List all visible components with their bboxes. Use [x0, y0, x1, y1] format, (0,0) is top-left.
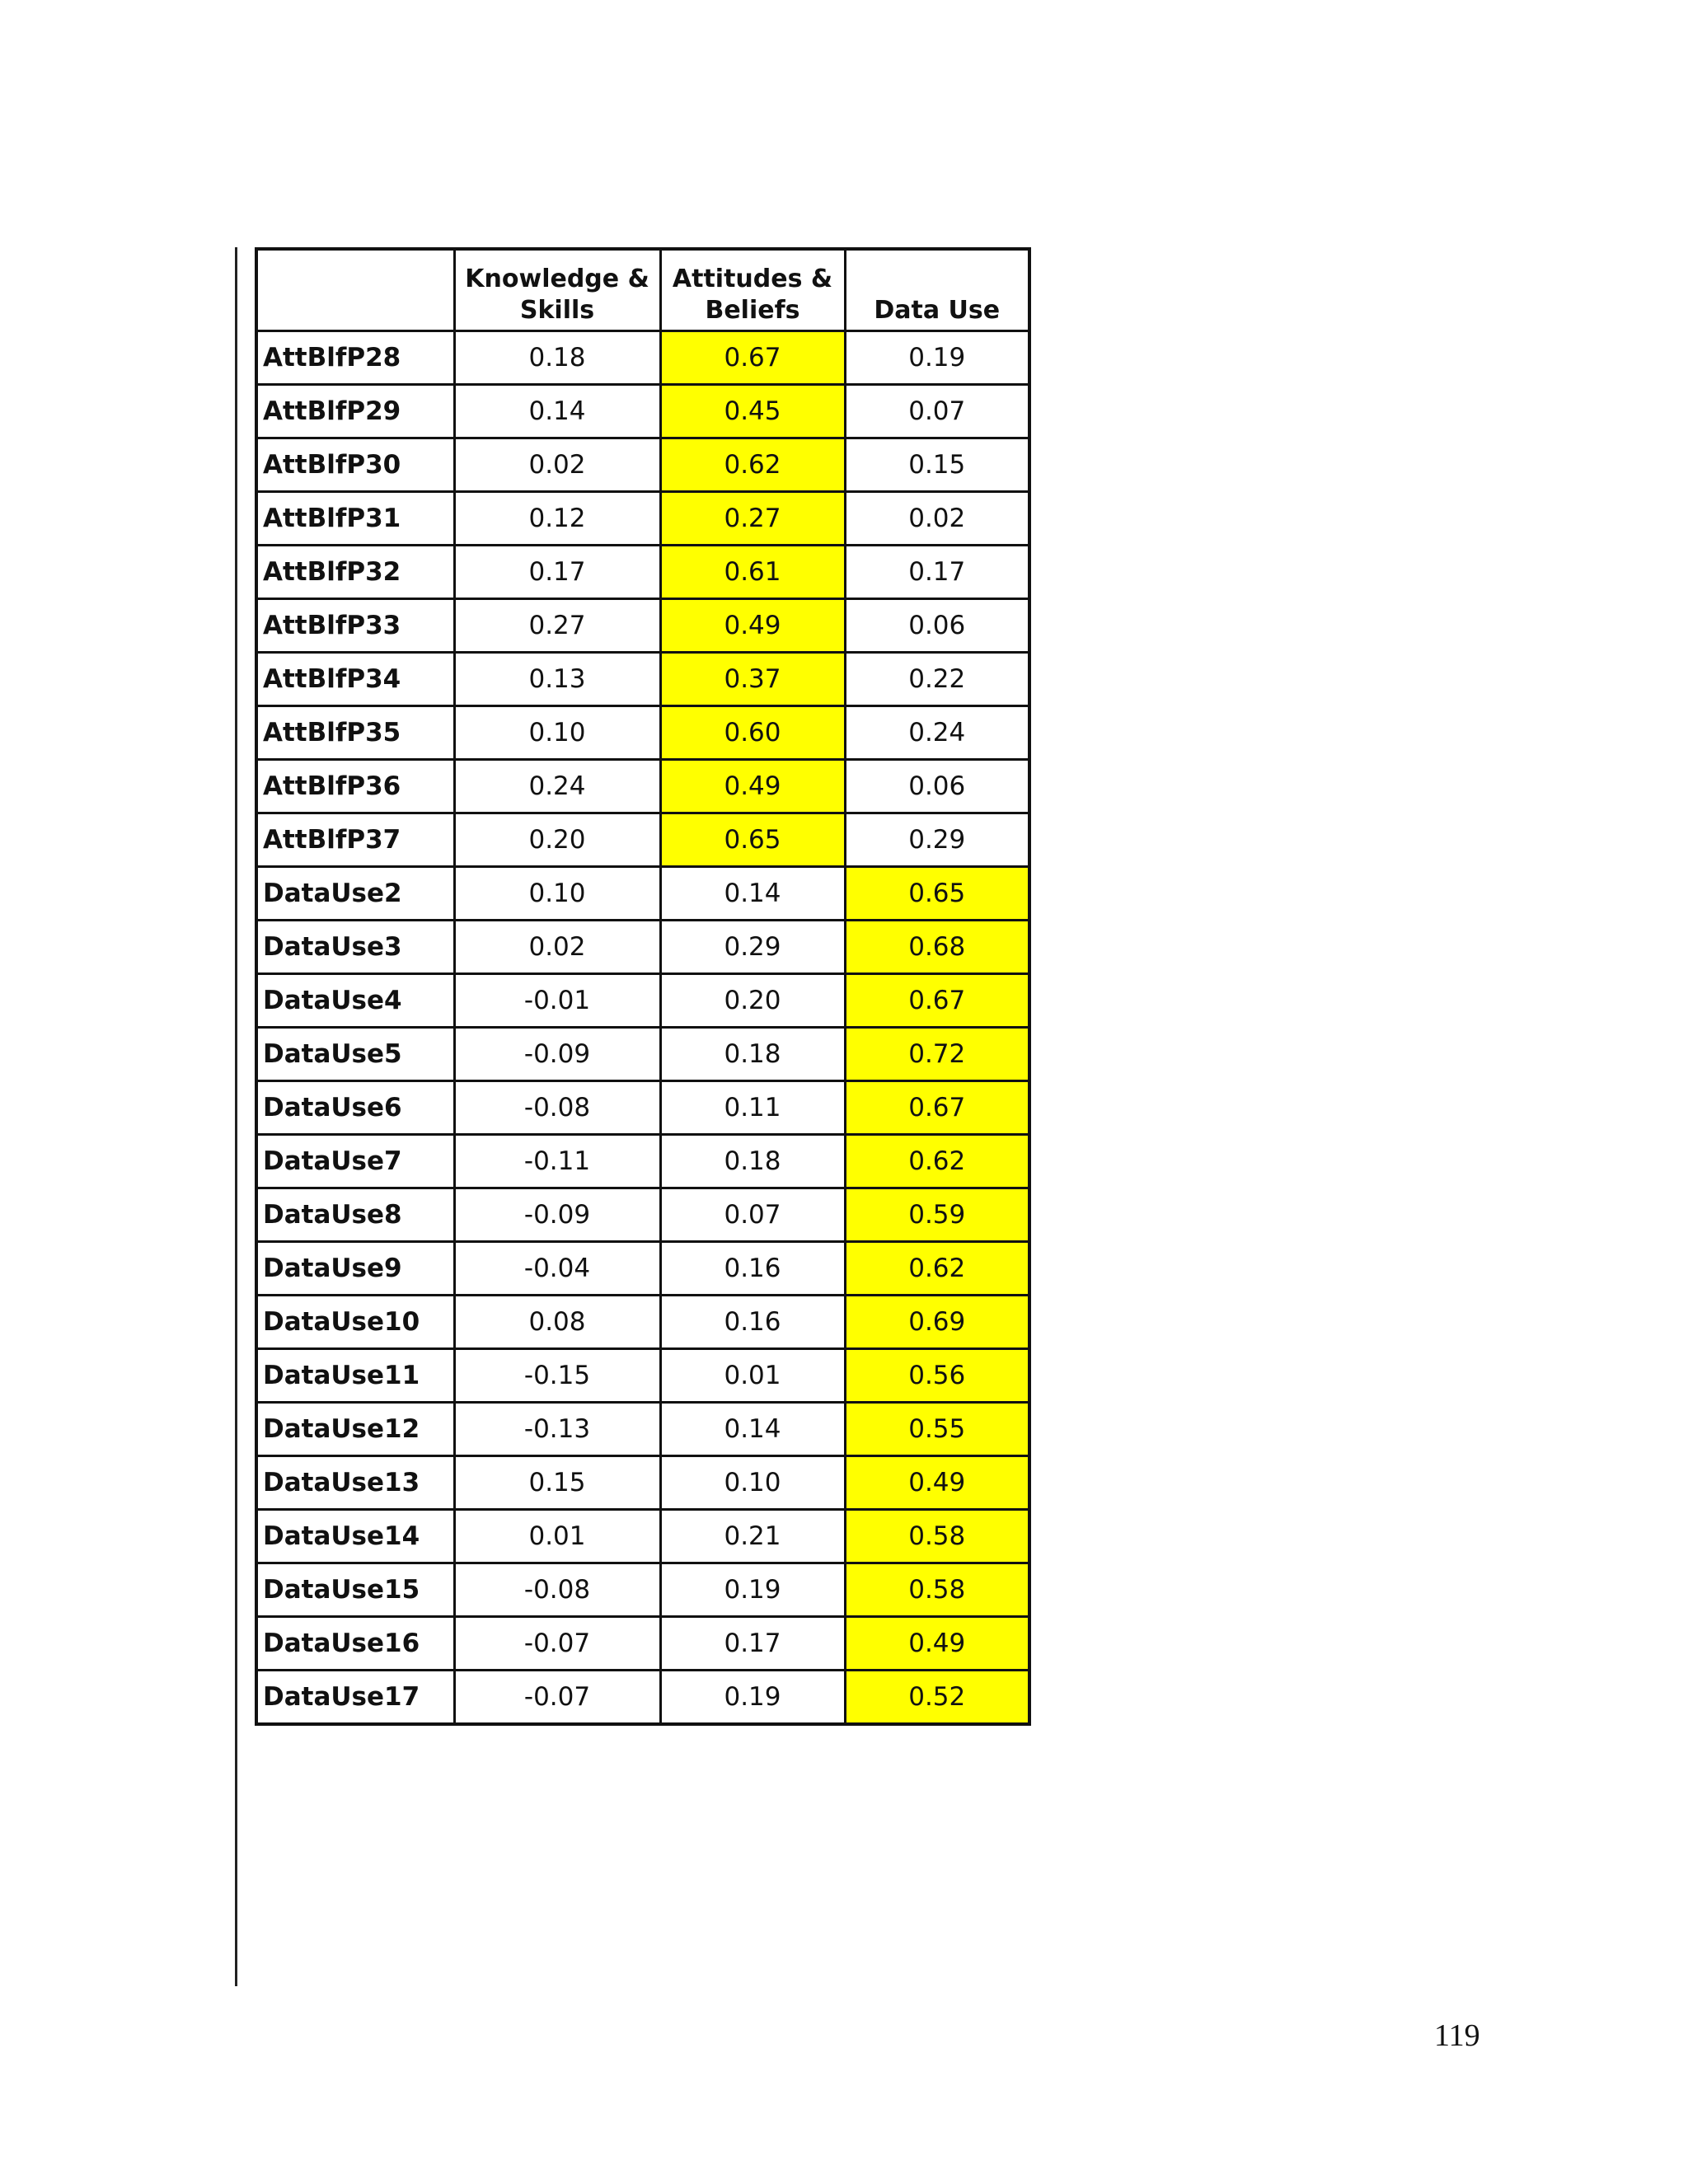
header-line: Skills	[519, 296, 595, 325]
loading-cell: 0.17	[660, 1617, 845, 1671]
loading-cell: 0.20	[660, 974, 845, 1028]
row-label: AttBlfP33	[256, 599, 454, 653]
header-line: Beliefs	[705, 296, 800, 325]
table-row	[256, 1349, 1029, 1403]
row-label: AttBlfP32	[256, 546, 454, 599]
loading-cell: 0.14	[660, 1403, 845, 1456]
loading-cell: 0.01	[660, 1349, 845, 1403]
row-label: DataUse15	[256, 1563, 454, 1617]
loading-cell: 0.13	[454, 653, 660, 706]
row-label: DataUse13	[256, 1456, 454, 1510]
highlighted-loading-cell: 0.67	[660, 331, 845, 385]
row-label: DataUse12	[256, 1403, 454, 1456]
loading-cell: 0.06	[845, 599, 1029, 653]
row-label: AttBlfP30	[256, 438, 454, 492]
row-label: DataUse3	[256, 921, 454, 974]
table-row	[256, 974, 1029, 1028]
row-label: DataUse16	[256, 1617, 454, 1671]
table-row	[256, 1188, 1029, 1242]
table-row	[256, 1296, 1029, 1349]
factor-loadings-table	[255, 247, 1031, 1726]
header-blank	[256, 249, 454, 331]
highlighted-loading-cell: 0.52	[845, 1671, 1029, 1725]
table-row	[256, 813, 1029, 867]
row-label: DataUse17	[256, 1671, 454, 1725]
table-row	[256, 921, 1029, 974]
highlighted-loading-cell: 0.37	[660, 653, 845, 706]
highlighted-loading-cell: 0.49	[660, 760, 845, 813]
row-label: DataUse5	[256, 1028, 454, 1081]
highlighted-loading-cell: 0.65	[845, 867, 1029, 921]
highlighted-loading-cell: 0.45	[660, 385, 845, 438]
highlighted-loading-cell: 0.56	[845, 1349, 1029, 1403]
row-label: DataUse7	[256, 1135, 454, 1188]
loading-cell: 0.14	[454, 385, 660, 438]
highlighted-loading-cell: 0.55	[845, 1403, 1029, 1456]
table-row	[256, 1563, 1029, 1617]
table-row	[256, 1456, 1029, 1510]
loading-cell: 0.01	[454, 1510, 660, 1563]
loading-cell: -0.07	[454, 1671, 660, 1725]
loading-cell: 0.24	[845, 706, 1029, 760]
row-label: DataUse4	[256, 974, 454, 1028]
row-label: AttBlfP37	[256, 813, 454, 867]
loading-cell: 0.07	[845, 385, 1029, 438]
loading-cell: 0.21	[660, 1510, 845, 1563]
loading-cell: 0.08	[454, 1296, 660, 1349]
loading-cell: -0.01	[454, 974, 660, 1028]
highlighted-loading-cell: 0.68	[845, 921, 1029, 974]
highlighted-loading-cell: 0.62	[660, 438, 845, 492]
highlighted-loading-cell: 0.59	[845, 1188, 1029, 1242]
loading-cell: 0.02	[845, 492, 1029, 546]
table-row	[256, 760, 1029, 813]
table-row	[256, 492, 1029, 546]
table-row	[256, 546, 1029, 599]
table-row	[256, 1510, 1029, 1563]
highlighted-loading-cell: 0.61	[660, 546, 845, 599]
loading-cell: 0.02	[454, 921, 660, 974]
loading-cell: 0.16	[660, 1296, 845, 1349]
loading-cell: 0.29	[660, 921, 845, 974]
table-row	[256, 1028, 1029, 1081]
loading-cell: 0.16	[660, 1242, 845, 1296]
loading-cell: 0.10	[454, 867, 660, 921]
header-line: Data Use	[874, 296, 1001, 325]
loading-cell: 0.15	[845, 438, 1029, 492]
loading-cell: 0.15	[454, 1456, 660, 1510]
table-row	[256, 1403, 1029, 1456]
loading-cell: -0.15	[454, 1349, 660, 1403]
loading-cell: -0.08	[454, 1563, 660, 1617]
header-row	[256, 249, 1029, 331]
table-row	[256, 1617, 1029, 1671]
loading-cell: 0.17	[845, 546, 1029, 599]
highlighted-loading-cell: 0.58	[845, 1510, 1029, 1563]
loading-cell: 0.02	[454, 438, 660, 492]
loading-cell: 0.19	[660, 1671, 845, 1725]
table-body	[256, 331, 1029, 1725]
highlighted-loading-cell: 0.62	[845, 1135, 1029, 1188]
highlighted-loading-cell: 0.58	[845, 1563, 1029, 1617]
loading-cell: 0.19	[660, 1563, 845, 1617]
header-knowledge-skills	[454, 249, 660, 331]
row-label: DataUse8	[256, 1188, 454, 1242]
loading-cell: 0.07	[660, 1188, 845, 1242]
row-label: AttBlfP28	[256, 331, 454, 385]
table-row	[256, 1081, 1029, 1135]
table-row	[256, 1242, 1029, 1296]
row-label: AttBlfP31	[256, 492, 454, 546]
highlighted-loading-cell: 0.67	[845, 974, 1029, 1028]
loading-cell: 0.14	[660, 867, 845, 921]
table-row	[256, 653, 1029, 706]
table-row	[256, 385, 1029, 438]
loading-cell: 0.12	[454, 492, 660, 546]
loading-cell: 0.20	[454, 813, 660, 867]
highlighted-loading-cell: 0.49	[845, 1456, 1029, 1510]
highlighted-loading-cell: 0.49	[845, 1617, 1029, 1671]
loading-cell: -0.09	[454, 1188, 660, 1242]
highlighted-loading-cell: 0.69	[845, 1296, 1029, 1349]
loading-cell: 0.27	[454, 599, 660, 653]
loading-cell: 0.06	[845, 760, 1029, 813]
loading-cell: 0.22	[845, 653, 1029, 706]
highlighted-loading-cell: 0.67	[845, 1081, 1029, 1135]
highlighted-loading-cell: 0.60	[660, 706, 845, 760]
loading-cell: 0.24	[454, 760, 660, 813]
table-row	[256, 1135, 1029, 1188]
loading-cell: 0.29	[845, 813, 1029, 867]
page-number: 119	[1434, 2018, 1480, 2053]
loading-cell: -0.09	[454, 1028, 660, 1081]
loading-cell: 0.18	[660, 1135, 845, 1188]
row-label: DataUse2	[256, 867, 454, 921]
loading-cell: -0.11	[454, 1135, 660, 1188]
header-line: Attitudes &	[672, 265, 833, 293]
table-row	[256, 706, 1029, 760]
table-row	[256, 1671, 1029, 1725]
header-line: Knowledge &	[465, 265, 649, 293]
loading-cell: 0.11	[660, 1081, 845, 1135]
header-data-use	[845, 249, 1029, 331]
loading-cell: 0.10	[660, 1456, 845, 1510]
row-label: DataUse6	[256, 1081, 454, 1135]
loading-cell: -0.04	[454, 1242, 660, 1296]
table-row	[256, 867, 1029, 921]
row-label: AttBlfP36	[256, 760, 454, 813]
loading-cell: 0.10	[454, 706, 660, 760]
highlighted-loading-cell: 0.72	[845, 1028, 1029, 1081]
highlighted-loading-cell: 0.62	[845, 1242, 1029, 1296]
loading-cell: -0.07	[454, 1617, 660, 1671]
row-label: DataUse9	[256, 1242, 454, 1296]
loading-cell: 0.19	[845, 331, 1029, 385]
row-label: AttBlfP34	[256, 653, 454, 706]
loading-cell: -0.13	[454, 1403, 660, 1456]
loading-cell: 0.17	[454, 546, 660, 599]
row-label: DataUse10	[256, 1296, 454, 1349]
loading-cell: -0.08	[454, 1081, 660, 1135]
row-label: AttBlfP29	[256, 385, 454, 438]
row-label: AttBlfP35	[256, 706, 454, 760]
loading-cell: 0.18	[660, 1028, 845, 1081]
table-row	[256, 438, 1029, 492]
highlighted-loading-cell: 0.27	[660, 492, 845, 546]
highlighted-loading-cell: 0.65	[660, 813, 845, 867]
margin-rule	[235, 247, 237, 1986]
header-attitudes-beliefs	[660, 249, 845, 331]
loading-cell: 0.18	[454, 331, 660, 385]
table-row	[256, 599, 1029, 653]
table-header	[256, 249, 1029, 331]
table-row	[256, 331, 1029, 385]
row-label: DataUse14	[256, 1510, 454, 1563]
highlighted-loading-cell: 0.49	[660, 599, 845, 653]
row-label: DataUse11	[256, 1349, 454, 1403]
